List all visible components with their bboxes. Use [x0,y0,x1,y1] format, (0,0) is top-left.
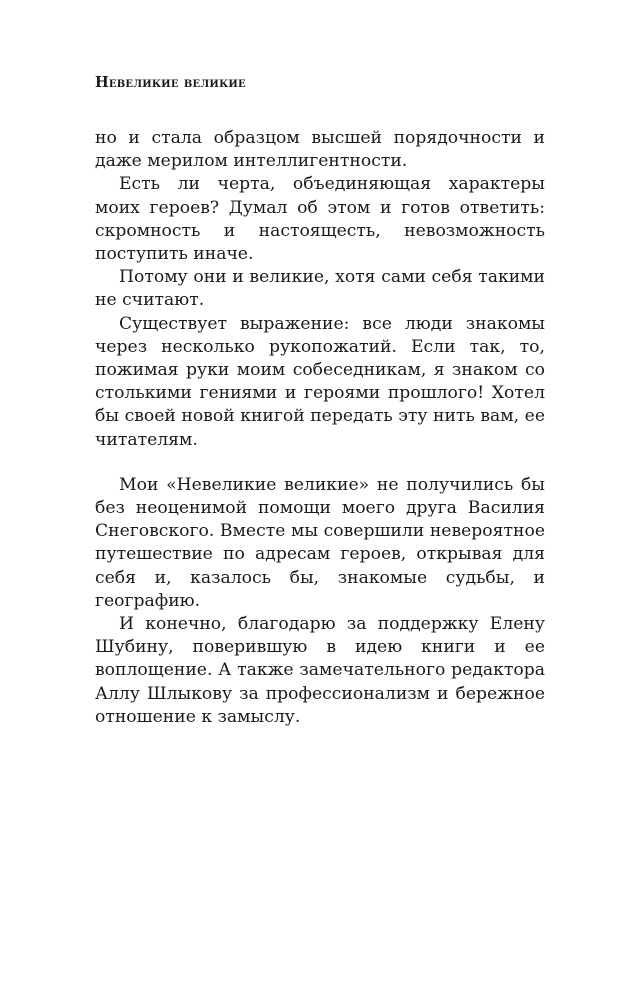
paragraph-continuation: но и стала образцом высшей порядочности и даже мерилом интеллигентности. [95,128,545,172]
section-break [95,452,545,474]
paragraph-acknowledgements: Мои «Невеликие великие» не получились бы без неоценимой помощи моего друга Василия Снеговского. Вместе мы совершили невероятное путешествие по адресам героев, открывая для себя и, казалось бы, знакомые судьбы, и географию. [95,474,545,611]
body-text [95,127,545,729]
paragraph: Потому они и великие, хотя сами себя такими не считают. [95,267,545,311]
paragraph-acknowledgements: И конечно, благодарю за поддержку Елену Шубину, поверившую в идею книги и ее воплощение. А также замечательного редактора Аллу Шлыкову за профессионализм и бережное отношение к замыслу. [95,614,545,727]
running-head: Невеликие великие [95,74,246,91]
paragraph: Есть ли черта, объединяющая характеры моих героев? Думал об этом и готов ответить: скромность и настоящесть, невозможность поступить иначе. [95,174,545,265]
book-page [95,72,545,729]
paragraph: Существует выражение: все люди знакомы через несколько рукопожатий. Если так, то, пожимая руки моим собеседникам, я знаком со столькими гениями и героями прошлого! Хотел бы своей новой книгой передать эту нить вам, ее читателям. [95,313,545,450]
